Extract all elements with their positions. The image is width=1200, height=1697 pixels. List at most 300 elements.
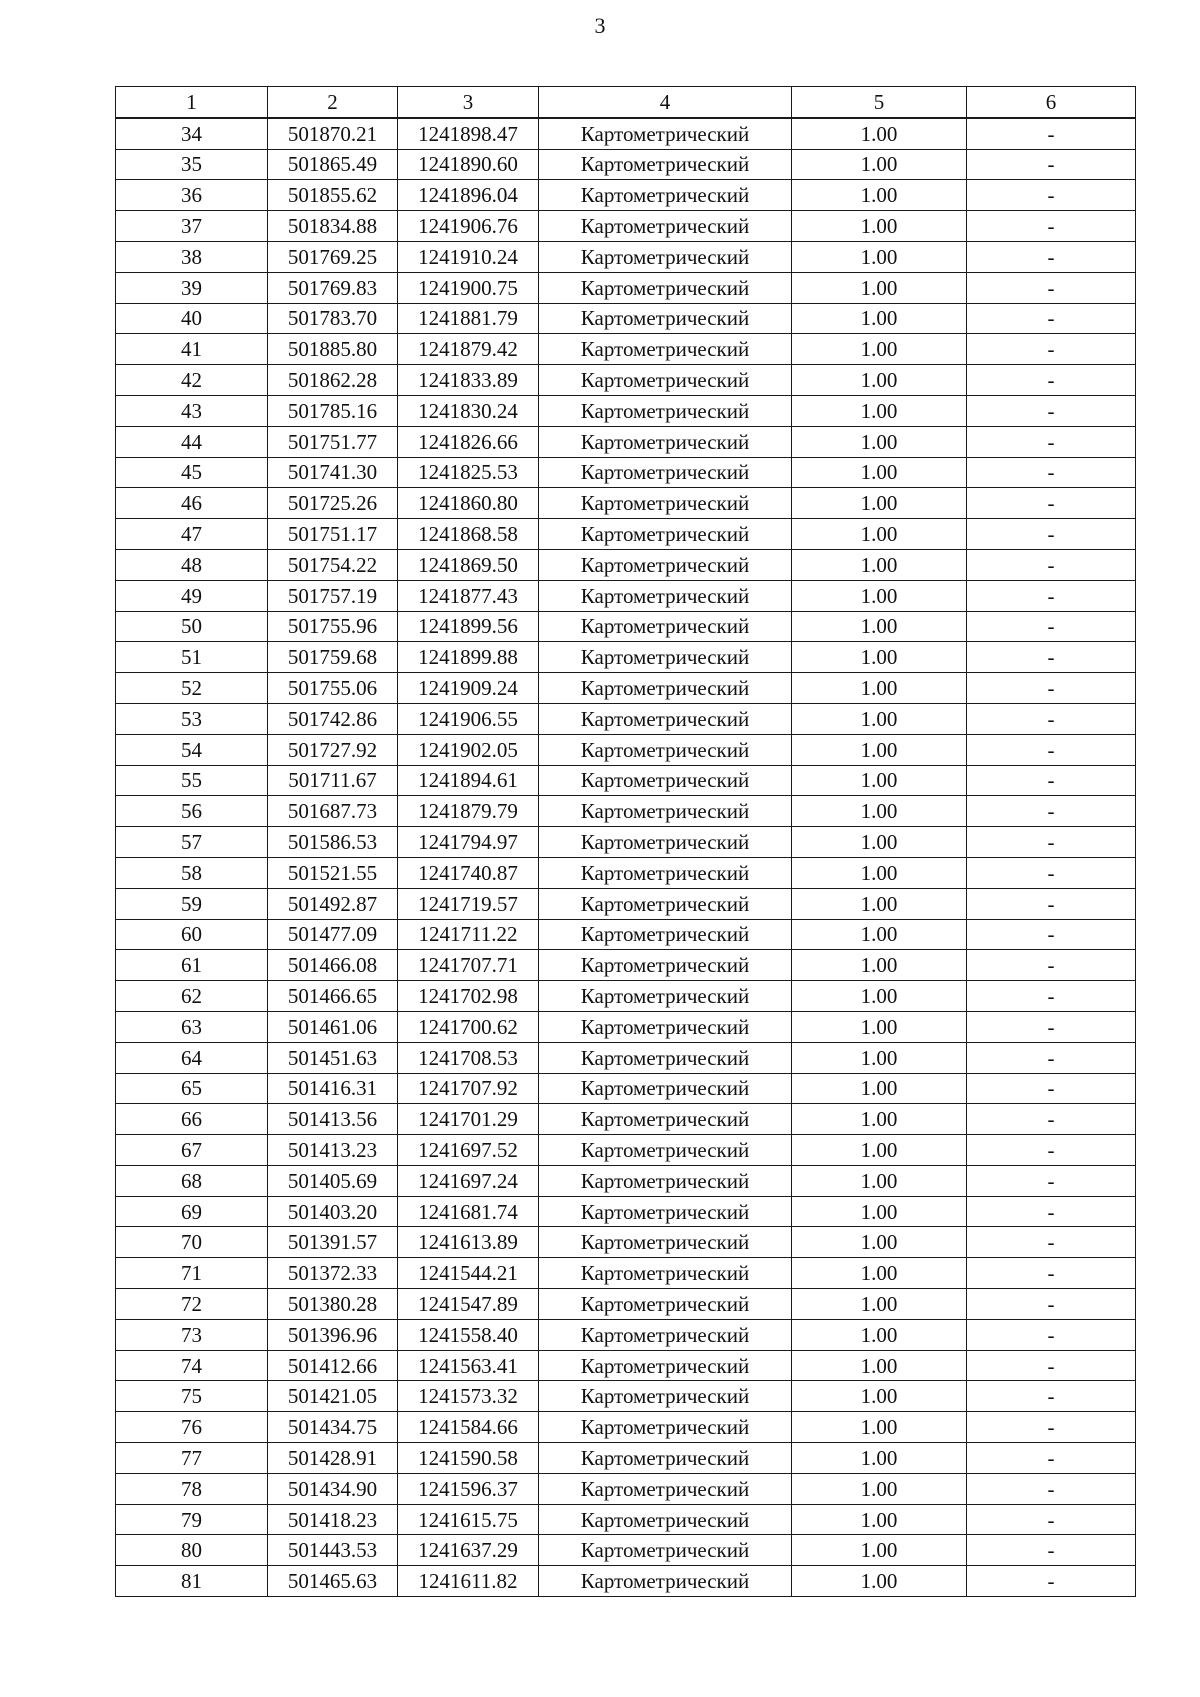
coordinates-table bbox=[115, 86, 1136, 1597]
method-cell: Картометрический bbox=[539, 857, 792, 888]
precision-cell: 1.00 bbox=[792, 1350, 967, 1381]
description-cell: - bbox=[967, 703, 1136, 734]
x-coordinate-cell: 501711.67 bbox=[268, 765, 398, 796]
description-cell: - bbox=[967, 118, 1136, 149]
precision-cell: 1.00 bbox=[792, 857, 967, 888]
table-row bbox=[116, 457, 1136, 488]
precision-cell: 1.00 bbox=[792, 118, 967, 149]
table-row bbox=[116, 857, 1136, 888]
method-cell: Картометрический bbox=[539, 1535, 792, 1566]
table-row bbox=[116, 149, 1136, 180]
precision-cell: 1.00 bbox=[792, 1319, 967, 1350]
point-number-cell: 37 bbox=[116, 211, 268, 242]
method-cell: Картометрический bbox=[539, 1135, 792, 1166]
method-cell: Картометрический bbox=[539, 1350, 792, 1381]
y-coordinate-cell: 1241740.87 bbox=[398, 857, 539, 888]
x-coordinate-cell: 501755.06 bbox=[268, 673, 398, 704]
description-cell: - bbox=[967, 211, 1136, 242]
x-coordinate-cell: 501725.26 bbox=[268, 488, 398, 519]
x-coordinate-cell: 501855.62 bbox=[268, 180, 398, 211]
description-cell: - bbox=[967, 1412, 1136, 1443]
method-cell: Картометрический bbox=[539, 488, 792, 519]
method-cell: Картометрический bbox=[539, 395, 792, 426]
method-cell: Картометрический bbox=[539, 118, 792, 149]
table-row bbox=[116, 1412, 1136, 1443]
precision-cell: 1.00 bbox=[792, 580, 967, 611]
x-coordinate-cell: 501687.73 bbox=[268, 796, 398, 827]
y-coordinate-cell: 1241794.97 bbox=[398, 827, 539, 858]
y-coordinate-cell: 1241697.24 bbox=[398, 1165, 539, 1196]
x-coordinate-cell: 501396.96 bbox=[268, 1319, 398, 1350]
method-cell: Картометрический bbox=[539, 149, 792, 180]
x-coordinate-cell: 501405.69 bbox=[268, 1165, 398, 1196]
point-number-cell: 48 bbox=[116, 549, 268, 580]
description-cell: - bbox=[967, 1196, 1136, 1227]
point-number-cell: 51 bbox=[116, 642, 268, 673]
description-cell: - bbox=[967, 1535, 1136, 1566]
precision-cell: 1.00 bbox=[792, 211, 967, 242]
method-cell: Картометрический bbox=[539, 1289, 792, 1320]
table-row bbox=[116, 950, 1136, 981]
precision-cell: 1.00 bbox=[792, 180, 967, 211]
y-coordinate-cell: 1241547.89 bbox=[398, 1289, 539, 1320]
header-cell-col-4: 4 bbox=[539, 87, 792, 118]
precision-cell: 1.00 bbox=[792, 365, 967, 396]
method-cell: Картометрический bbox=[539, 673, 792, 704]
description-cell: - bbox=[967, 241, 1136, 272]
y-coordinate-cell: 1241544.21 bbox=[398, 1258, 539, 1289]
table-row bbox=[116, 580, 1136, 611]
description-cell: - bbox=[967, 1227, 1136, 1258]
y-coordinate-cell: 1241894.61 bbox=[398, 765, 539, 796]
description-cell: - bbox=[967, 1566, 1136, 1597]
table-row bbox=[116, 1104, 1136, 1135]
x-coordinate-cell: 501434.90 bbox=[268, 1473, 398, 1504]
table-row bbox=[116, 765, 1136, 796]
description-cell: - bbox=[967, 1042, 1136, 1073]
precision-cell: 1.00 bbox=[792, 981, 967, 1012]
point-number-cell: 46 bbox=[116, 488, 268, 519]
precision-cell: 1.00 bbox=[792, 519, 967, 550]
table-row bbox=[116, 1073, 1136, 1104]
point-number-cell: 69 bbox=[116, 1196, 268, 1227]
y-coordinate-cell: 1241860.80 bbox=[398, 488, 539, 519]
point-number-cell: 53 bbox=[116, 703, 268, 734]
x-coordinate-cell: 501451.63 bbox=[268, 1042, 398, 1073]
point-number-cell: 59 bbox=[116, 888, 268, 919]
precision-cell: 1.00 bbox=[792, 1381, 967, 1412]
page-number: 3 bbox=[594, 13, 606, 38]
table-row bbox=[116, 1042, 1136, 1073]
method-cell: Картометрический bbox=[539, 519, 792, 550]
method-cell: Картометрический bbox=[539, 1104, 792, 1135]
precision-cell: 1.00 bbox=[792, 734, 967, 765]
precision-cell: 1.00 bbox=[792, 1289, 967, 1320]
table-row bbox=[116, 303, 1136, 334]
point-number-cell: 43 bbox=[116, 395, 268, 426]
description-cell: - bbox=[967, 1443, 1136, 1474]
point-number-cell: 66 bbox=[116, 1104, 268, 1135]
y-coordinate-cell: 1241711.22 bbox=[398, 919, 539, 950]
method-cell: Картометрический bbox=[539, 611, 792, 642]
table-row bbox=[116, 981, 1136, 1012]
x-coordinate-cell: 501757.19 bbox=[268, 580, 398, 611]
precision-cell: 1.00 bbox=[792, 426, 967, 457]
x-coordinate-cell: 501477.09 bbox=[268, 919, 398, 950]
point-number-cell: 62 bbox=[116, 981, 268, 1012]
description-cell: - bbox=[967, 272, 1136, 303]
precision-cell: 1.00 bbox=[792, 1011, 967, 1042]
x-coordinate-cell: 501403.20 bbox=[268, 1196, 398, 1227]
point-number-cell: 54 bbox=[116, 734, 268, 765]
method-cell: Картометрический bbox=[539, 1412, 792, 1443]
y-coordinate-cell: 1241584.66 bbox=[398, 1412, 539, 1443]
x-coordinate-cell: 501727.92 bbox=[268, 734, 398, 765]
y-coordinate-cell: 1241909.24 bbox=[398, 673, 539, 704]
point-number-cell: 44 bbox=[116, 426, 268, 457]
x-coordinate-cell: 501769.25 bbox=[268, 241, 398, 272]
y-coordinate-cell: 1241637.29 bbox=[398, 1535, 539, 1566]
precision-cell: 1.00 bbox=[792, 488, 967, 519]
point-number-cell: 55 bbox=[116, 765, 268, 796]
y-coordinate-cell: 1241902.05 bbox=[398, 734, 539, 765]
description-cell: - bbox=[967, 580, 1136, 611]
y-coordinate-cell: 1241707.92 bbox=[398, 1073, 539, 1104]
precision-cell: 1.00 bbox=[792, 1258, 967, 1289]
precision-cell: 1.00 bbox=[792, 1227, 967, 1258]
point-number-cell: 39 bbox=[116, 272, 268, 303]
description-cell: - bbox=[967, 765, 1136, 796]
description-cell: - bbox=[967, 149, 1136, 180]
table-row bbox=[116, 703, 1136, 734]
x-coordinate-cell: 501769.83 bbox=[268, 272, 398, 303]
x-coordinate-cell: 501885.80 bbox=[268, 334, 398, 365]
y-coordinate-cell: 1241558.40 bbox=[398, 1319, 539, 1350]
table-row bbox=[116, 549, 1136, 580]
x-coordinate-cell: 501380.28 bbox=[268, 1289, 398, 1320]
point-number-cell: 38 bbox=[116, 241, 268, 272]
precision-cell: 1.00 bbox=[792, 1165, 967, 1196]
header-cell-col-1: 1 bbox=[116, 87, 268, 118]
x-coordinate-cell: 501412.66 bbox=[268, 1350, 398, 1381]
point-number-cell: 73 bbox=[116, 1319, 268, 1350]
x-coordinate-cell: 501416.31 bbox=[268, 1073, 398, 1104]
point-number-cell: 61 bbox=[116, 950, 268, 981]
x-coordinate-cell: 501521.55 bbox=[268, 857, 398, 888]
y-coordinate-cell: 1241890.60 bbox=[398, 149, 539, 180]
method-cell: Картометрический bbox=[539, 796, 792, 827]
x-coordinate-cell: 501434.75 bbox=[268, 1412, 398, 1443]
method-cell: Картометрический bbox=[539, 950, 792, 981]
description-cell: - bbox=[967, 488, 1136, 519]
point-number-cell: 57 bbox=[116, 827, 268, 858]
point-number-cell: 67 bbox=[116, 1135, 268, 1166]
point-number-cell: 68 bbox=[116, 1165, 268, 1196]
description-cell: - bbox=[967, 1135, 1136, 1166]
description-cell: - bbox=[967, 1289, 1136, 1320]
y-coordinate-cell: 1241906.55 bbox=[398, 703, 539, 734]
x-coordinate-cell: 501862.28 bbox=[268, 365, 398, 396]
table-row bbox=[116, 919, 1136, 950]
x-coordinate-cell: 501785.16 bbox=[268, 395, 398, 426]
table-row bbox=[116, 334, 1136, 365]
description-cell: - bbox=[967, 1104, 1136, 1135]
table-row bbox=[116, 1473, 1136, 1504]
table-row bbox=[116, 211, 1136, 242]
description-cell: - bbox=[967, 549, 1136, 580]
x-coordinate-cell: 501870.21 bbox=[268, 118, 398, 149]
precision-cell: 1.00 bbox=[792, 241, 967, 272]
y-coordinate-cell: 1241596.37 bbox=[398, 1473, 539, 1504]
y-coordinate-cell: 1241900.75 bbox=[398, 272, 539, 303]
table-row bbox=[116, 888, 1136, 919]
table-row bbox=[116, 734, 1136, 765]
table-row bbox=[116, 118, 1136, 149]
y-coordinate-cell: 1241830.24 bbox=[398, 395, 539, 426]
table-row bbox=[116, 365, 1136, 396]
method-cell: Картометрический bbox=[539, 1196, 792, 1227]
table-body bbox=[116, 118, 1136, 1597]
precision-cell: 1.00 bbox=[792, 796, 967, 827]
point-number-cell: 35 bbox=[116, 149, 268, 180]
point-number-cell: 63 bbox=[116, 1011, 268, 1042]
description-cell: - bbox=[967, 611, 1136, 642]
precision-cell: 1.00 bbox=[792, 1504, 967, 1535]
precision-cell: 1.00 bbox=[792, 703, 967, 734]
method-cell: Картометрический bbox=[539, 703, 792, 734]
point-number-cell: 76 bbox=[116, 1412, 268, 1443]
precision-cell: 1.00 bbox=[792, 1412, 967, 1443]
table-row bbox=[116, 1504, 1136, 1535]
precision-cell: 1.00 bbox=[792, 1443, 967, 1474]
description-cell: - bbox=[967, 303, 1136, 334]
y-coordinate-cell: 1241719.57 bbox=[398, 888, 539, 919]
x-coordinate-cell: 501428.91 bbox=[268, 1443, 398, 1474]
description-cell: - bbox=[967, 1350, 1136, 1381]
point-number-cell: 60 bbox=[116, 919, 268, 950]
precision-cell: 1.00 bbox=[792, 1073, 967, 1104]
table-row bbox=[116, 673, 1136, 704]
y-coordinate-cell: 1241877.43 bbox=[398, 580, 539, 611]
y-coordinate-cell: 1241896.04 bbox=[398, 180, 539, 211]
description-cell: - bbox=[967, 734, 1136, 765]
y-coordinate-cell: 1241615.75 bbox=[398, 1504, 539, 1535]
table-row bbox=[116, 611, 1136, 642]
method-cell: Картометрический bbox=[539, 365, 792, 396]
description-cell: - bbox=[967, 1165, 1136, 1196]
table-row bbox=[116, 426, 1136, 457]
precision-cell: 1.00 bbox=[792, 1473, 967, 1504]
x-coordinate-cell: 501742.86 bbox=[268, 703, 398, 734]
table-row bbox=[116, 642, 1136, 673]
point-number-cell: 78 bbox=[116, 1473, 268, 1504]
table-header bbox=[116, 87, 1136, 118]
header-cell-col-6: 6 bbox=[967, 87, 1136, 118]
y-coordinate-cell: 1241708.53 bbox=[398, 1042, 539, 1073]
description-cell: - bbox=[967, 827, 1136, 858]
method-cell: Картометрический bbox=[539, 827, 792, 858]
table-row bbox=[116, 1011, 1136, 1042]
header-cell-col-3: 3 bbox=[398, 87, 539, 118]
y-coordinate-cell: 1241825.53 bbox=[398, 457, 539, 488]
table-row bbox=[116, 272, 1136, 303]
point-number-cell: 64 bbox=[116, 1042, 268, 1073]
y-coordinate-cell: 1241611.82 bbox=[398, 1566, 539, 1597]
x-coordinate-cell: 501461.06 bbox=[268, 1011, 398, 1042]
y-coordinate-cell: 1241700.62 bbox=[398, 1011, 539, 1042]
table-row bbox=[116, 827, 1136, 858]
precision-cell: 1.00 bbox=[792, 888, 967, 919]
x-coordinate-cell: 501741.30 bbox=[268, 457, 398, 488]
table-row bbox=[116, 1350, 1136, 1381]
description-cell: - bbox=[967, 888, 1136, 919]
method-cell: Картометрический bbox=[539, 1011, 792, 1042]
description-cell: - bbox=[967, 395, 1136, 426]
x-coordinate-cell: 501443.53 bbox=[268, 1535, 398, 1566]
point-number-cell: 79 bbox=[116, 1504, 268, 1535]
precision-cell: 1.00 bbox=[792, 549, 967, 580]
method-cell: Картометрический bbox=[539, 426, 792, 457]
table-row bbox=[116, 395, 1136, 426]
point-number-cell: 47 bbox=[116, 519, 268, 550]
y-coordinate-cell: 1241869.50 bbox=[398, 549, 539, 580]
table-row bbox=[116, 1319, 1136, 1350]
precision-cell: 1.00 bbox=[792, 1566, 967, 1597]
table-row bbox=[116, 796, 1136, 827]
x-coordinate-cell: 501418.23 bbox=[268, 1504, 398, 1535]
y-coordinate-cell: 1241906.76 bbox=[398, 211, 539, 242]
x-coordinate-cell: 501755.96 bbox=[268, 611, 398, 642]
method-cell: Картометрический bbox=[539, 180, 792, 211]
x-coordinate-cell: 501834.88 bbox=[268, 211, 398, 242]
header-cell-col-5: 5 bbox=[792, 87, 967, 118]
y-coordinate-cell: 1241613.89 bbox=[398, 1227, 539, 1258]
x-coordinate-cell: 501751.77 bbox=[268, 426, 398, 457]
method-cell: Картометрический bbox=[539, 334, 792, 365]
point-number-cell: 72 bbox=[116, 1289, 268, 1320]
point-number-cell: 45 bbox=[116, 457, 268, 488]
point-number-cell: 42 bbox=[116, 365, 268, 396]
method-cell: Картометрический bbox=[539, 888, 792, 919]
x-coordinate-cell: 501751.17 bbox=[268, 519, 398, 550]
precision-cell: 1.00 bbox=[792, 1042, 967, 1073]
point-number-cell: 74 bbox=[116, 1350, 268, 1381]
table-row bbox=[116, 180, 1136, 211]
description-cell: - bbox=[967, 365, 1136, 396]
precision-cell: 1.00 bbox=[792, 334, 967, 365]
table-row bbox=[116, 1443, 1136, 1474]
method-cell: Картометрический bbox=[539, 1504, 792, 1535]
y-coordinate-cell: 1241573.32 bbox=[398, 1381, 539, 1412]
point-number-cell: 58 bbox=[116, 857, 268, 888]
precision-cell: 1.00 bbox=[792, 827, 967, 858]
table-row bbox=[116, 1196, 1136, 1227]
description-cell: - bbox=[967, 1473, 1136, 1504]
precision-cell: 1.00 bbox=[792, 642, 967, 673]
y-coordinate-cell: 1241898.47 bbox=[398, 118, 539, 149]
y-coordinate-cell: 1241879.79 bbox=[398, 796, 539, 827]
method-cell: Картометрический bbox=[539, 303, 792, 334]
description-cell: - bbox=[967, 1319, 1136, 1350]
description-cell: - bbox=[967, 1011, 1136, 1042]
method-cell: Картометрический bbox=[539, 1042, 792, 1073]
x-coordinate-cell: 501465.63 bbox=[268, 1566, 398, 1597]
table-row bbox=[116, 1227, 1136, 1258]
x-coordinate-cell: 501586.53 bbox=[268, 827, 398, 858]
description-cell: - bbox=[967, 919, 1136, 950]
precision-cell: 1.00 bbox=[792, 303, 967, 334]
method-cell: Картометрический bbox=[539, 580, 792, 611]
method-cell: Картометрический bbox=[539, 1566, 792, 1597]
method-cell: Картометрический bbox=[539, 1443, 792, 1474]
description-cell: - bbox=[967, 796, 1136, 827]
description-cell: - bbox=[967, 981, 1136, 1012]
precision-cell: 1.00 bbox=[792, 673, 967, 704]
y-coordinate-cell: 1241868.58 bbox=[398, 519, 539, 550]
method-cell: Картометрический bbox=[539, 272, 792, 303]
x-coordinate-cell: 501413.56 bbox=[268, 1104, 398, 1135]
point-number-cell: 71 bbox=[116, 1258, 268, 1289]
point-number-cell: 75 bbox=[116, 1381, 268, 1412]
table-row bbox=[116, 1289, 1136, 1320]
x-coordinate-cell: 501865.49 bbox=[268, 149, 398, 180]
description-cell: - bbox=[967, 1504, 1136, 1535]
precision-cell: 1.00 bbox=[792, 1535, 967, 1566]
method-cell: Картометрический bbox=[539, 1381, 792, 1412]
y-coordinate-cell: 1241697.52 bbox=[398, 1135, 539, 1166]
description-cell: - bbox=[967, 673, 1136, 704]
y-coordinate-cell: 1241707.71 bbox=[398, 950, 539, 981]
x-coordinate-cell: 501466.08 bbox=[268, 950, 398, 981]
y-coordinate-cell: 1241702.98 bbox=[398, 981, 539, 1012]
point-number-cell: 49 bbox=[116, 580, 268, 611]
x-coordinate-cell: 501492.87 bbox=[268, 888, 398, 919]
y-coordinate-cell: 1241701.29 bbox=[398, 1104, 539, 1135]
precision-cell: 1.00 bbox=[792, 1135, 967, 1166]
method-cell: Картометрический bbox=[539, 1258, 792, 1289]
method-cell: Картометрический bbox=[539, 1227, 792, 1258]
y-coordinate-cell: 1241879.42 bbox=[398, 334, 539, 365]
description-cell: - bbox=[967, 1073, 1136, 1104]
y-coordinate-cell: 1241899.56 bbox=[398, 611, 539, 642]
method-cell: Картометрический bbox=[539, 241, 792, 272]
method-cell: Картометрический bbox=[539, 642, 792, 673]
y-coordinate-cell: 1241899.88 bbox=[398, 642, 539, 673]
description-cell: - bbox=[967, 1381, 1136, 1412]
description-cell: - bbox=[967, 642, 1136, 673]
y-coordinate-cell: 1241833.89 bbox=[398, 365, 539, 396]
table-row bbox=[116, 1135, 1136, 1166]
y-coordinate-cell: 1241563.41 bbox=[398, 1350, 539, 1381]
description-cell: - bbox=[967, 180, 1136, 211]
y-coordinate-cell: 1241681.74 bbox=[398, 1196, 539, 1227]
precision-cell: 1.00 bbox=[792, 395, 967, 426]
y-coordinate-cell: 1241881.79 bbox=[398, 303, 539, 334]
method-cell: Картометрический bbox=[539, 211, 792, 242]
method-cell: Картометрический bbox=[539, 1165, 792, 1196]
description-cell: - bbox=[967, 950, 1136, 981]
method-cell: Картометрический bbox=[539, 1473, 792, 1504]
precision-cell: 1.00 bbox=[792, 1104, 967, 1135]
method-cell: Картометрический bbox=[539, 457, 792, 488]
precision-cell: 1.00 bbox=[792, 765, 967, 796]
point-number-cell: 50 bbox=[116, 611, 268, 642]
x-coordinate-cell: 501391.57 bbox=[268, 1227, 398, 1258]
point-number-cell: 52 bbox=[116, 673, 268, 704]
point-number-cell: 34 bbox=[116, 118, 268, 149]
method-cell: Картометрический bbox=[539, 919, 792, 950]
table-row bbox=[116, 1381, 1136, 1412]
